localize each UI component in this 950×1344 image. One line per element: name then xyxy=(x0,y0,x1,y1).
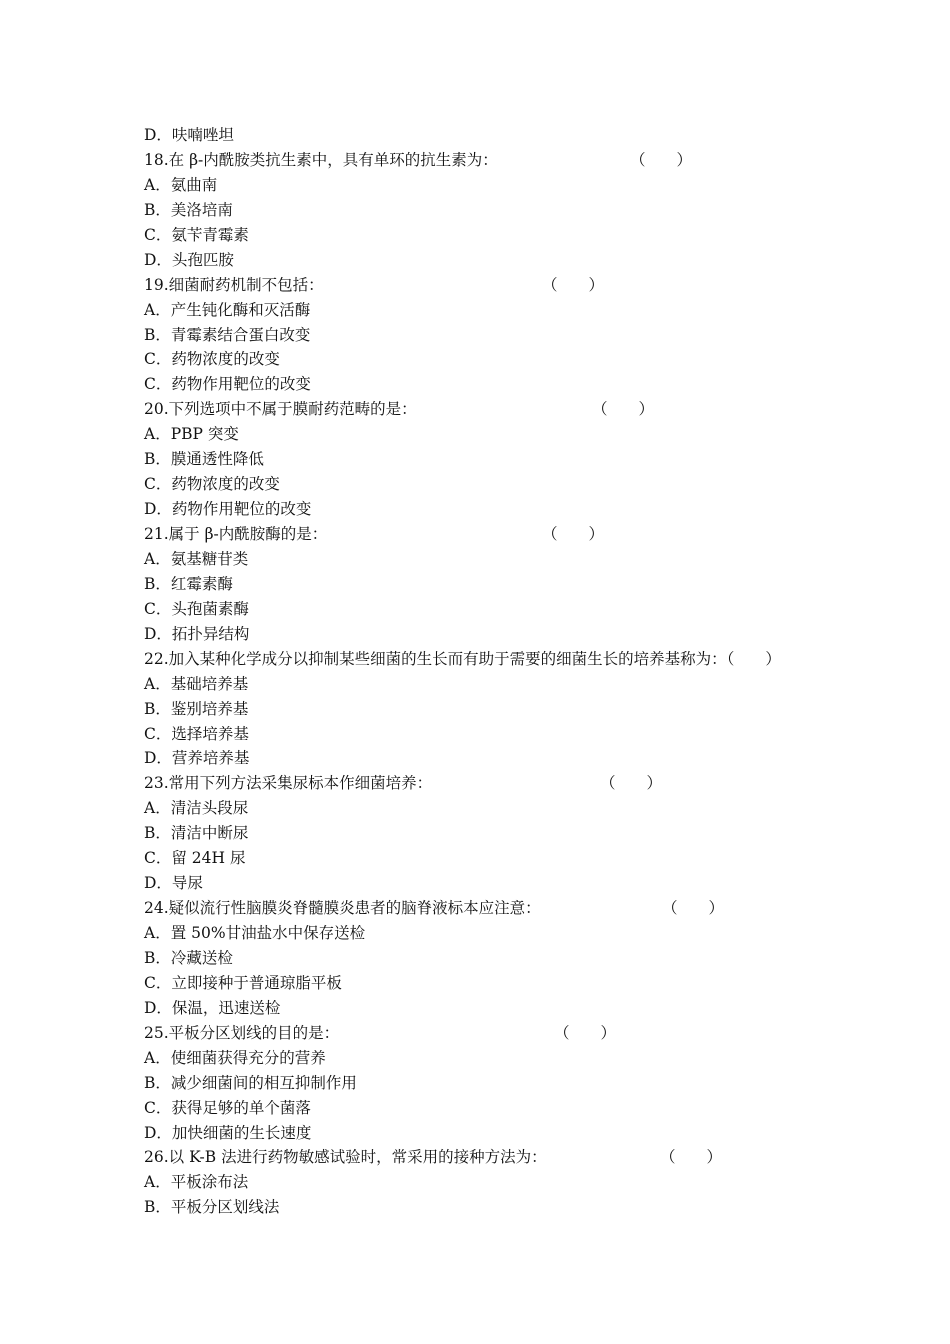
option-line: C．立即接种于普通琼脂平板 xyxy=(144,973,342,992)
answer-blank: （ ） xyxy=(542,525,605,543)
option-line: B．鉴别培养基 xyxy=(144,699,249,718)
option-line: A．氨基糖苷类 xyxy=(144,549,249,568)
option-line: C．药物浓度的改变 xyxy=(144,475,280,494)
question-line: 24.疑似流行性脑膜炎脊髓膜炎患者的脑脊液标本应注意： （ ） xyxy=(144,896,844,921)
option-line: B．平板分区划线法 xyxy=(144,1198,280,1217)
question-line: 23.常用下列方法采集尿标本作细菌培养： （ ） xyxy=(144,771,844,796)
option-line: C．头孢菌素酶 xyxy=(144,599,249,618)
option-line: C．氨苄青霉素 xyxy=(144,225,249,244)
answer-blank: （ ） xyxy=(662,899,725,918)
option-line: D．头孢匹胺 xyxy=(144,250,234,269)
option-line: A．置 50%甘油盐水中保存送检 xyxy=(144,924,366,942)
option-line: A．PBP 突变 xyxy=(144,425,239,444)
option-line: D．营养培养基 xyxy=(144,749,250,768)
question-line: 20.下列选项中不属于膜耐药范畴的是： （ ） xyxy=(144,397,844,422)
option-line: B．冷藏送检 xyxy=(144,948,233,967)
option-line: D．加快细菌的生长速度 xyxy=(144,1123,312,1142)
option-line: A．氨曲南 xyxy=(144,175,218,194)
option-line: B．红霉素酶 xyxy=(144,574,233,593)
option-line: C．留 24H 尿 xyxy=(144,849,246,868)
option-line: B．清洁中断尿 xyxy=(144,824,249,843)
option-line: B．减少细菌间的相互抑制作用 xyxy=(144,1073,357,1092)
answer-blank: （ ） xyxy=(592,400,655,419)
question-list xyxy=(144,123,844,1220)
question-line: 18.在 β-内酰胺类抗生素中，具有单环的抗生素为： （ ） xyxy=(144,148,844,173)
question-line: 19.细菌耐药机制不包括： （ ） xyxy=(144,273,844,298)
answer-blank: （ ） xyxy=(554,1023,617,1042)
option-line: C．选择培养基 xyxy=(144,724,249,743)
option-line: D．拓扑异结构 xyxy=(144,624,250,643)
option-line: D．呋喃唑坦 xyxy=(144,126,234,144)
option-line: B．膜通透性降低 xyxy=(144,450,264,469)
option-line: A．基础培养基 xyxy=(144,674,249,693)
option-line: C．获得足够的单个菌落 xyxy=(144,1098,311,1117)
option-line: D．保温，迅速送检 xyxy=(144,998,281,1017)
option-line: A．清洁头段尿 xyxy=(144,799,249,818)
question-line: 25.平板分区划线的目的是： （ ） xyxy=(144,1021,844,1046)
answer-blank: （ ） xyxy=(660,1148,723,1167)
option-line: A．使细菌获得充分的营养 xyxy=(144,1048,326,1067)
option-line: A．产生钝化酶和灭活酶 xyxy=(144,300,311,319)
option-line: C．药物浓度的改变 xyxy=(144,350,280,369)
option-line: D．导尿 xyxy=(144,874,203,893)
option-line: B．青霉素结合蛋白改变 xyxy=(144,325,311,344)
option-line: A．平板涂布法 xyxy=(144,1173,249,1192)
answer-blank: （ ） xyxy=(630,150,693,169)
option-line: B．美洛培南 xyxy=(144,200,233,219)
answer-blank: （ ） xyxy=(600,774,663,793)
option-line: C．药物作用靶位的改变 xyxy=(144,375,311,394)
question-line: 21.属于 β-内酰胺酶的是： （ ） xyxy=(144,522,844,547)
question-line: 26.以 K-B 法进行药物敏感试验时，常采用的接种方法为： （ ） xyxy=(144,1145,844,1170)
question-line: 22.加入某种化学成分以抑制某些细菌的生长而有助于需要的细菌生长的培养基称为：（ ） xyxy=(144,649,781,668)
option-line: D．药物作用靶位的改变 xyxy=(144,500,312,519)
answer-blank: （ ） xyxy=(542,275,605,294)
